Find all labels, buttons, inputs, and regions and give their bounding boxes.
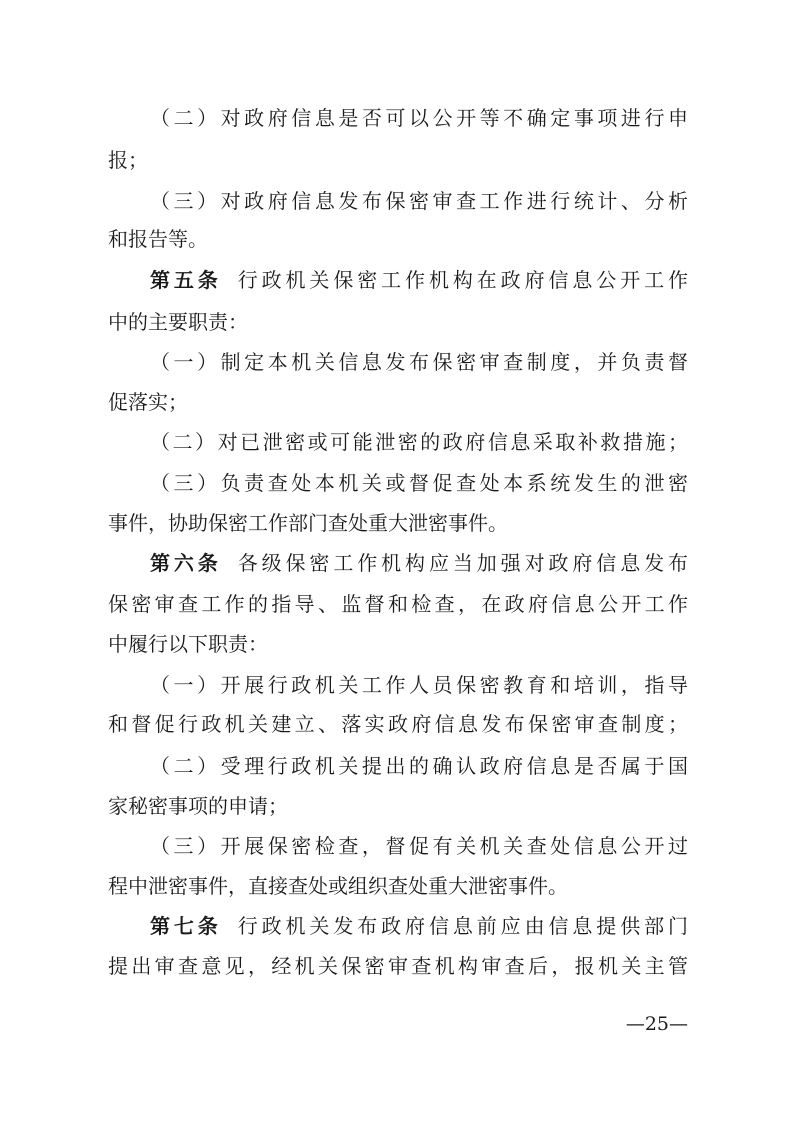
text-line: （三）负责查处本机关或督促查处本系统发生的泄密	[150, 471, 688, 495]
text-line: （三）开展保密检查，督促有关机关查处信息公开过	[150, 834, 688, 858]
text-line: 报；	[108, 148, 148, 172]
article-heading-line	[150, 906, 688, 946]
article-text: 各级保密工作机构应当加强对政府信息发布	[237, 551, 689, 575]
article-number: 第七条	[150, 914, 222, 938]
text-line: 程中泄密事件，直接查处或组织查处重大泄密事件。	[108, 874, 568, 898]
text-line: （二）对政府信息是否可以公开等不确定事项进行申	[150, 106, 688, 130]
text-line: 促落实；	[108, 390, 188, 414]
article-text: 行政机关发布政府信息前应由信息提供部门	[237, 914, 689, 938]
article-text: 行政机关保密工作机构在政府信息公开工作	[237, 268, 689, 292]
text-line: 和报告等。	[108, 227, 208, 251]
text-line: 家秘密事项的申请；	[108, 794, 288, 818]
text-line: （一）制定本机关信息发布保密审查制度，并负责督	[150, 350, 688, 374]
text-line: 和督促行政机关建立、落实政府信息发布保密审查制度；	[108, 712, 688, 736]
article-number: 第五条	[150, 268, 222, 292]
text-line: （二）对已泄密或可能泄密的政府信息采取补救措施；	[150, 430, 688, 454]
article-number: 第六条	[150, 551, 222, 575]
article-heading-line	[150, 260, 688, 300]
text-line: 事件，协助保密工作部门查处重大泄密事件。	[108, 511, 508, 535]
text-line: 中履行以下职责：	[108, 632, 268, 656]
text-line: （一）开展行政机关工作人员保密教育和培训，指导	[150, 673, 688, 697]
text-line: 保密审查工作的指导、监督和检查，在政府信息公开工作	[108, 592, 688, 616]
text-line: （三）对政府信息发布保密审查工作进行统计、分析	[150, 189, 688, 213]
text-line: 中的主要职责：	[108, 310, 248, 334]
article-heading-line	[150, 543, 688, 583]
text-line: 提出审查意见，经机关保密审查机构审查后，报机关主管	[108, 954, 688, 978]
page-number: —25—	[625, 1013, 688, 1035]
text-line: （二）受理行政机关提出的确认政府信息是否属于国	[150, 754, 688, 778]
